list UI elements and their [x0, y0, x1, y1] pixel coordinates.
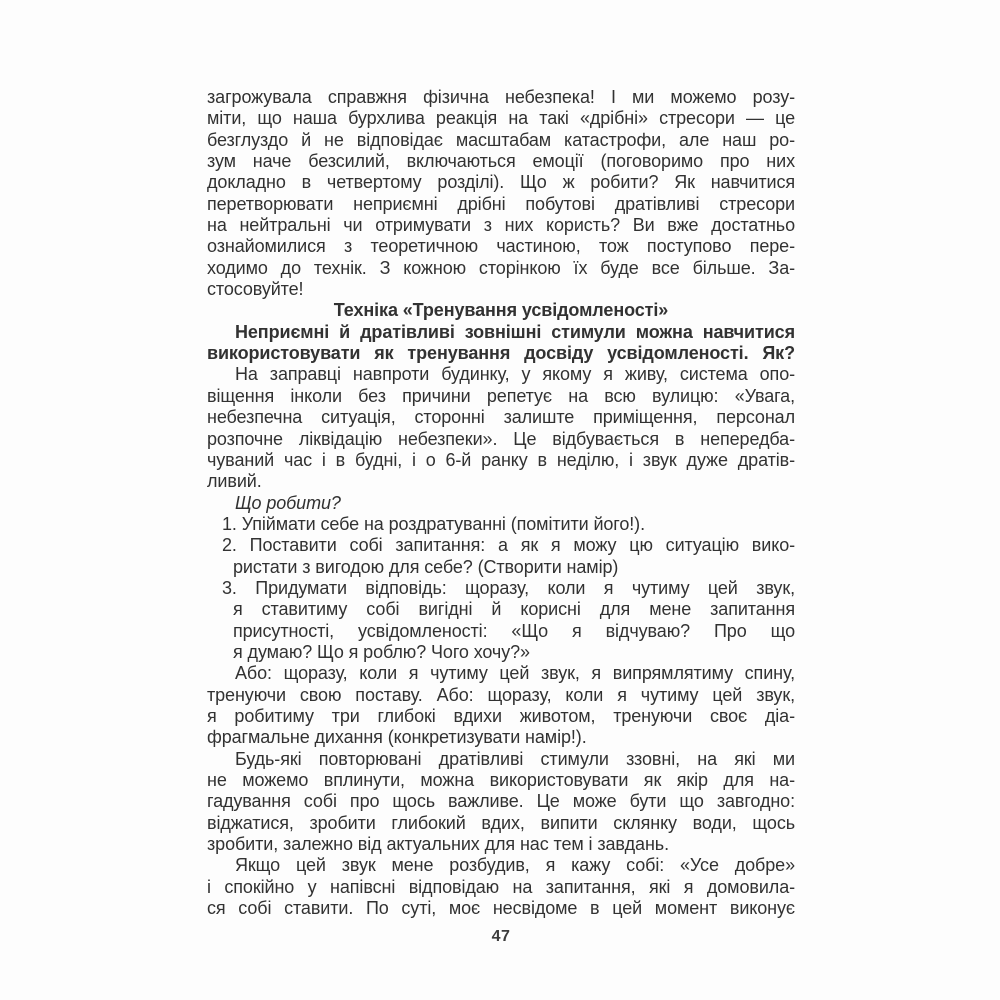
text-line: фрагмальне дихання (конкретизувати намір!).: [207, 727, 587, 748]
paragraph: [207, 855, 795, 919]
text-line: міти, що наша бурхлива реакція на такі «дрібні» стресори — це: [207, 108, 795, 129]
text-line: Неприємні й дратівливі зовнішні стимули можна навчитися: [235, 321, 795, 342]
paragraph: [207, 749, 795, 856]
text-line: віджатися, зробити глибокий вдих, випити склянку води, щось: [207, 812, 795, 833]
paragraph-bold: [207, 322, 795, 365]
heading: [207, 300, 795, 321]
text-line: 2. Поставити собі запитання: а як я можу цю ситуацію вико-: [222, 535, 795, 556]
text-line: загрожувала справжня фізична небезпека! І ми можемо розу-: [207, 87, 795, 107]
text-line: використовувати як тренування досвіду усвідомленості. Як?: [207, 343, 795, 364]
text-line: ливий.: [207, 471, 262, 492]
text-line: ознайомилися з теоретичною частиною, тож поступово пере-: [207, 236, 795, 257]
text-line: ристати з вигодою для себе? (Створити намір): [233, 556, 619, 577]
text-line: перетворювати неприємні дрібні побутові дратівливі стресори: [207, 193, 795, 214]
text-line: ся собі ставити. По суті, моє несвідоме в цей момент виконує: [207, 898, 795, 919]
text-line: стосовуйте!: [207, 279, 304, 300]
text-column: [207, 87, 795, 919]
text-line: Техніка «Тренування усвідомленості»: [333, 300, 669, 321]
list-item: [207, 514, 795, 535]
text-line: я ставитиму собі вигідні й корисні для мене запитання: [233, 599, 795, 620]
text-line: присутності, усвідомленості: «Що я відчуваю? Про що: [233, 620, 795, 641]
paragraph-italic: [207, 493, 795, 514]
text-line: Якщо цей звук мене розбудив, я кажу собі: «Усе добре»: [235, 855, 795, 876]
paragraph: [207, 364, 795, 492]
text-line: небезпечна ситуація, сторонні залиште приміщення, персонал: [207, 407, 795, 428]
text-line: безглуздо й не відповідає масштабам катастрофи, але наш ро-: [207, 129, 795, 150]
text-line: На заправці навпроти будинку, у якому я живу, система опо-: [235, 364, 795, 385]
text-line: чуваний час і в будні, і о 6-й ранку в неділю, і звук дуже дратів-: [207, 449, 795, 470]
text-line: Або: щоразу, коли я чутиму цей звук, я випрямлятиму спину,: [235, 663, 795, 684]
text-line: 1. Упіймати себе на роздратуванні (помітити його!).: [222, 513, 645, 534]
text-line: зробити, залежно від актуальних для нас тем і завдань.: [207, 834, 669, 855]
text-line: я робитиму три глибокі вдихи животом, тренуючи своє діа-: [207, 705, 795, 726]
text-line: гадування собі про щось важливе. Це може бути що завгодно:: [207, 791, 795, 812]
paragraph: [207, 663, 795, 748]
text-line: на нейтральні чи отримувати з них користь? Ви вже достатньо: [207, 215, 795, 236]
text-line: розпочне ліквідацію небезпеки». Це відбувається в непередба-: [207, 428, 795, 449]
text-line: ходимо до технік. З кожною сторінкою їх буде все більше. За-: [207, 257, 795, 278]
list-item: [207, 578, 795, 663]
text-line: віщення інколи без причини репетує на всю вулицю: «Увага,: [207, 385, 795, 406]
text-line: Що робити?: [235, 492, 341, 513]
text-line: і спокійно у напівсні відповідаю на запитання, які я домовила-: [207, 876, 795, 897]
text-line: зум наче безсилий, включаються емоції (поговоримо про них: [207, 151, 795, 172]
list-item: [207, 535, 795, 578]
text-line: не можемо вплинути, можна використовувати як якір для на-: [207, 770, 795, 790]
text-line: 3. Придумати відповідь: щоразу, коли я чутиму цей звук,: [222, 577, 795, 598]
text-line: тренуючи свою поставу. Або: щоразу, коли я чутиму цей звук,: [207, 684, 795, 705]
page-number: 47: [491, 928, 511, 945]
text-line: я думаю? Що я роблю? Чого хочу?»: [233, 641, 530, 662]
text-line: докладно в четвертому розділі). Що ж робити? Як навчитися: [207, 172, 795, 193]
text-line: Будь-які повторювані дратівливі стимули ззовні, на які ми: [235, 748, 795, 769]
paragraph: [207, 87, 795, 300]
